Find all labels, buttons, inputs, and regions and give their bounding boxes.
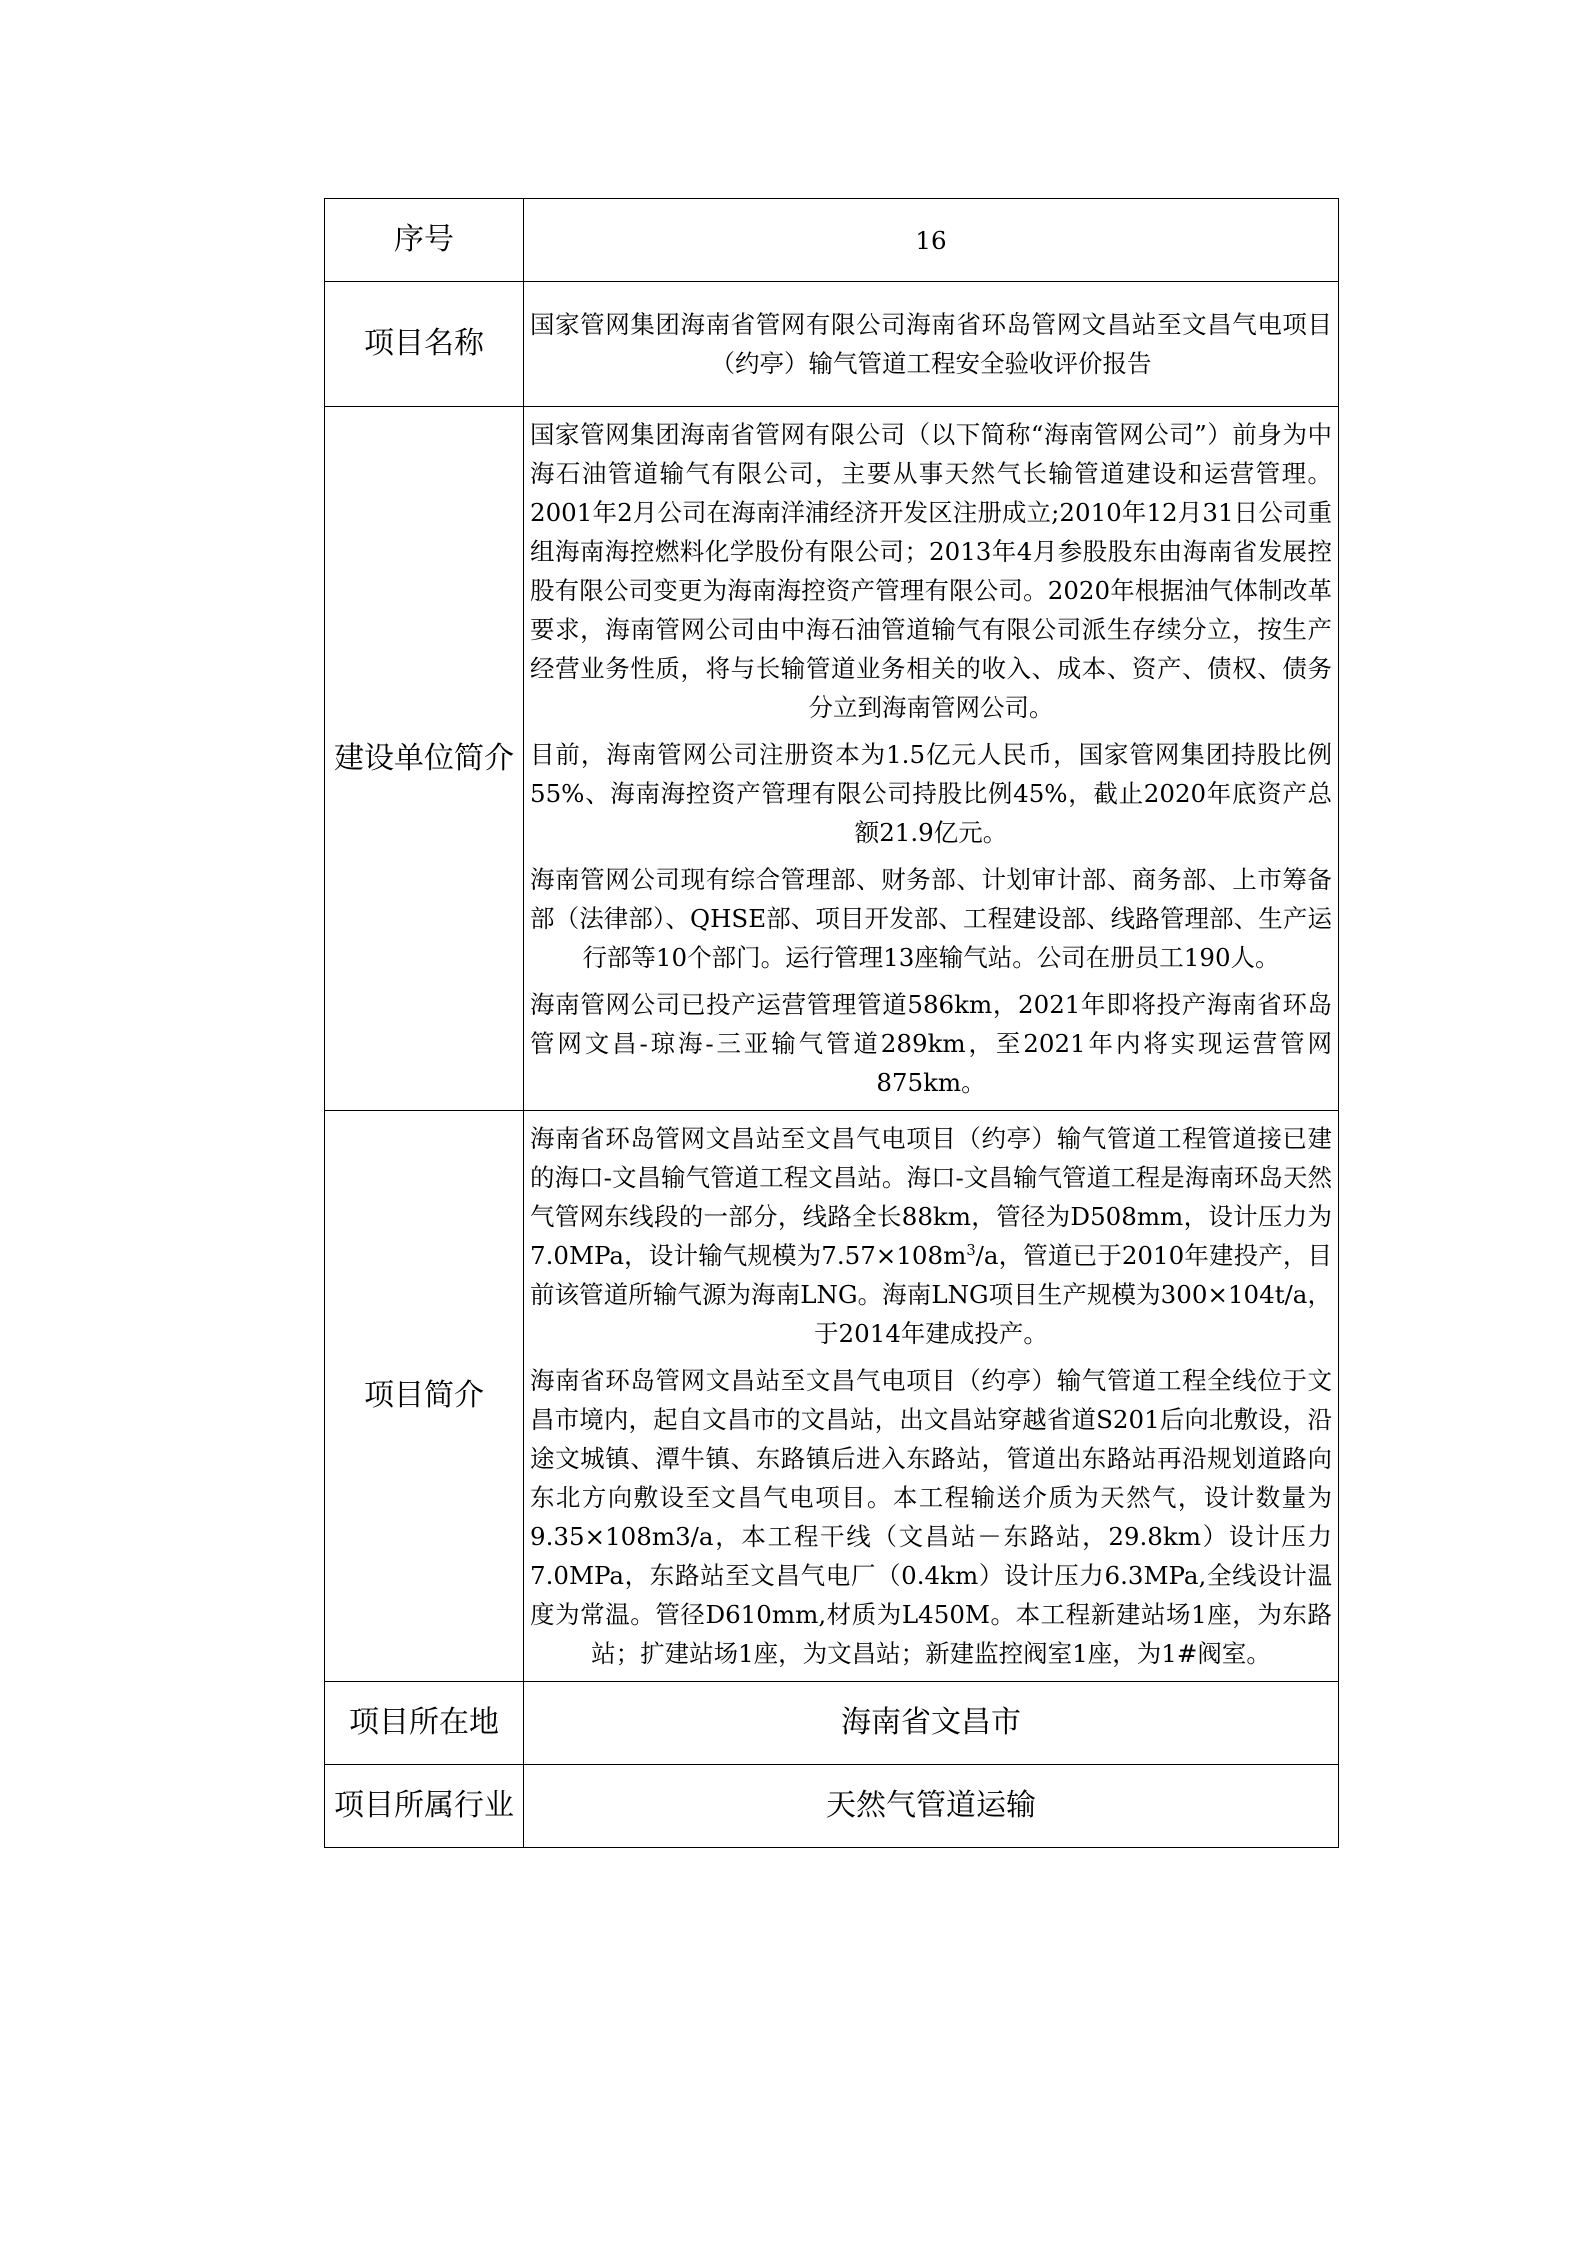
company-intro-paragraph: 海南管网公司现有综合管理部、财务部、计划审计部、商务部、上市筹备部（法律部）、QHSE部、项目开发部、工程建设部、线路管理部、生产运行部等10个部门。运行管理13座输气站。公司在册员工190人。: [530, 865, 1332, 972]
project-intro-paragraph: 海南省环岛管网文昌站至文昌气电项目（约亭）输气管道工程全线位于文昌市境内，起自文昌市的文昌站，出文昌站穿越省道S201后向北敷设，沿途文城镇、潭牛镇、东路镇后进入东路站，管道出东路站再沿规划道路向东北方向敷设至文昌气电项目。本工程输送介质为天然气，设计数量为9.35×108m3/a，本工程干线（文昌站－东路站，29.8km）设计压力7.0MPa，东路站至文昌气电厂（0.4km）设计压力6.3MPa,全线设计温度为常温。管径D610mm,材质为L450M。本工程新建站场1座，为东路站；扩建站场1座，为文昌站；新建监控阀室1座，为1#阀室。: [530, 1366, 1332, 1668]
project-intro-text: /a，管道已于2010年建投产，目前该管道所输气源为海南LNG。海南LNG项目生产规模为300×104t/a，于2014年建成投产。: [530, 1241, 1332, 1348]
seq-value: 16: [524, 199, 1339, 282]
project-name-value: 国家管网集团海南省管网有限公司海南省环岛管网文昌站至文昌气电项目（约亭）输气管道工程安全验收评价报告: [524, 282, 1339, 407]
seq-label: 序号: [325, 199, 524, 282]
company-intro-label: 建设单位简介: [325, 407, 524, 1111]
company-intro-paragraph: 国家管网集团海南省管网有限公司（以下简称“海南管网公司”）前身为中海石油管道输气有限公司，主要从事天然气长输管道建设和运营管理。2001年2月公司在海南洋浦经济开发区注册成立;2010年12月31日公司重组海南海控燃料化学股份有限公司；2013年4月参股股东由海南省发展控股有限公司变更为海南海控资产管理有限公司。2020年根据油气体制改革要求，海南管网公司由中海石油管道输气有限公司派生存续分立，按生产经营业务性质，将与长输管道业务相关的收入、成本、资产、债权、债务分立到海南管网公司。: [530, 420, 1332, 722]
table-row-seq: [325, 199, 1339, 282]
table-row-project-intro: [325, 1111, 1339, 1682]
project-intro-text: 海南省环岛管网文昌站至文昌气电项目（约亭）输气管道工程管道接已建的海口-文昌输气管道工程文昌站。海口-文昌输气管道工程是海南环岛天然气管网东线段的一部分，线路全长88km，管径为D508mm，设计压力为7.0MPa，设计输气规模为7.57×108m: [530, 1124, 1332, 1270]
project-intro-label: 项目简介: [325, 1111, 524, 1682]
table-row-industry: [325, 1765, 1339, 1848]
project-name-label: 项目名称: [325, 282, 524, 407]
table-row-location: [325, 1682, 1339, 1765]
table-row-company-intro: [325, 407, 1339, 1111]
location-value: 海南省文昌市: [524, 1682, 1339, 1765]
company-intro-paragraph: 海南管网公司已投产运营管理管道586km，2021年即将投产海南省环岛管网文昌-琼海-三亚输气管道289km，至2021年内将实现运营管网875km。: [530, 990, 1332, 1097]
industry-value: 天然气管道运输: [524, 1765, 1339, 1848]
location-label: 项目所在地: [325, 1682, 524, 1765]
industry-label: 项目所属行业: [325, 1765, 524, 1848]
superscript: 3: [966, 1241, 976, 1259]
project-intro-paragraph: [530, 1119, 1332, 1353]
company-intro-value: [524, 407, 1339, 1111]
table-row-project-name: [325, 282, 1339, 407]
company-intro-paragraph: 目前，海南管网公司注册资本为1.5亿元人民币，国家管网集团持股比例55%、海南海控资产管理有限公司持股比例45%，截止2020年底资产总额21.9亿元。: [530, 740, 1332, 847]
project-info-table: [324, 198, 1339, 1848]
project-intro-value: [524, 1111, 1339, 1682]
